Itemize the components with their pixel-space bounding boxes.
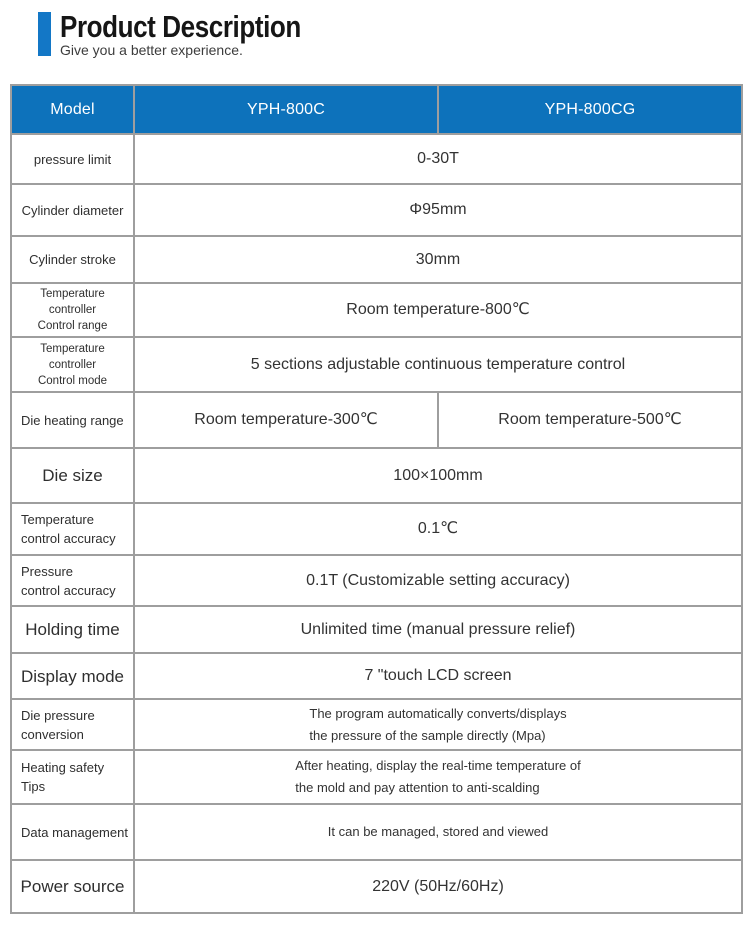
spec-row [11,337,742,392]
spec-label: Die pressure conversion [11,699,134,750]
accent-bar [38,12,51,56]
spec-row [11,134,742,184]
spec-value: It can be managed, stored and viewed [134,804,742,860]
spec-row [11,448,742,503]
spec-label: Heating safety Tips [11,750,134,804]
spec-value: 100×100mm [134,448,742,503]
spec-value: Room temperature-300℃ [134,392,438,448]
spec-table [10,84,743,914]
spec-label: Temperature control accuracy [11,503,134,555]
model-column-header: YPH-800C [134,85,438,134]
masthead [38,9,347,58]
spec-label: pressure limit [11,134,134,184]
spec-value: After heating, display the real-time temperature of the mold and pay attention to anti-scalding [134,750,742,804]
page-title: Product Description [60,9,301,44]
masthead-text [60,9,347,58]
spec-row [11,606,742,653]
spec-value: 0.1T (Customizable setting accuracy) [134,555,742,606]
spec-value: 30mm [134,236,742,283]
spec-value: 0.1℃ [134,503,742,555]
spec-label: Cylinder stroke [11,236,134,283]
spec-label: Display mode [11,653,134,699]
spec-row [11,750,742,804]
spec-label: Temperature controller Control mode [11,337,134,392]
spec-label: Holding time [11,606,134,653]
spec-row [11,184,742,236]
spec-row [11,283,742,337]
spec-label: Die heating range [11,392,134,448]
page-subtitle: Give you a better experience. [60,42,243,58]
spec-value: Room temperature-500℃ [438,392,742,448]
spec-row [11,804,742,860]
spec-value: 0-30T [134,134,742,184]
spec-table-body [11,85,742,913]
spec-label: Cylinder diameter [11,184,134,236]
spec-row [11,555,742,606]
spec-label: Pressure control accuracy [11,555,134,606]
spec-row [11,860,742,913]
spec-label: Temperature controller Control range [11,283,134,337]
spec-row [11,392,742,448]
model-column-header: YPH-800CG [438,85,742,134]
spec-row [11,236,742,283]
spec-value: Unlimited time (manual pressure relief) [134,606,742,653]
spec-value: Φ95mm [134,184,742,236]
spec-row [11,503,742,555]
spec-label: Data management [11,804,134,860]
spec-value: 7 "touch LCD screen [134,653,742,699]
spec-label: Die size [11,448,134,503]
spec-value: 220V (50Hz/60Hz) [134,860,742,913]
spec-value: Room temperature-800℃ [134,283,742,337]
spec-value: 5 sections adjustable continuous temperature control [134,337,742,392]
table-header-row [11,85,742,134]
model-header-cell: Model [11,85,134,134]
spec-value: The program automatically converts/displays the pressure of the sample directly (Mpa) [134,699,742,750]
spec-label: Power source [11,860,134,913]
spec-row [11,653,742,699]
spec-row [11,699,742,750]
